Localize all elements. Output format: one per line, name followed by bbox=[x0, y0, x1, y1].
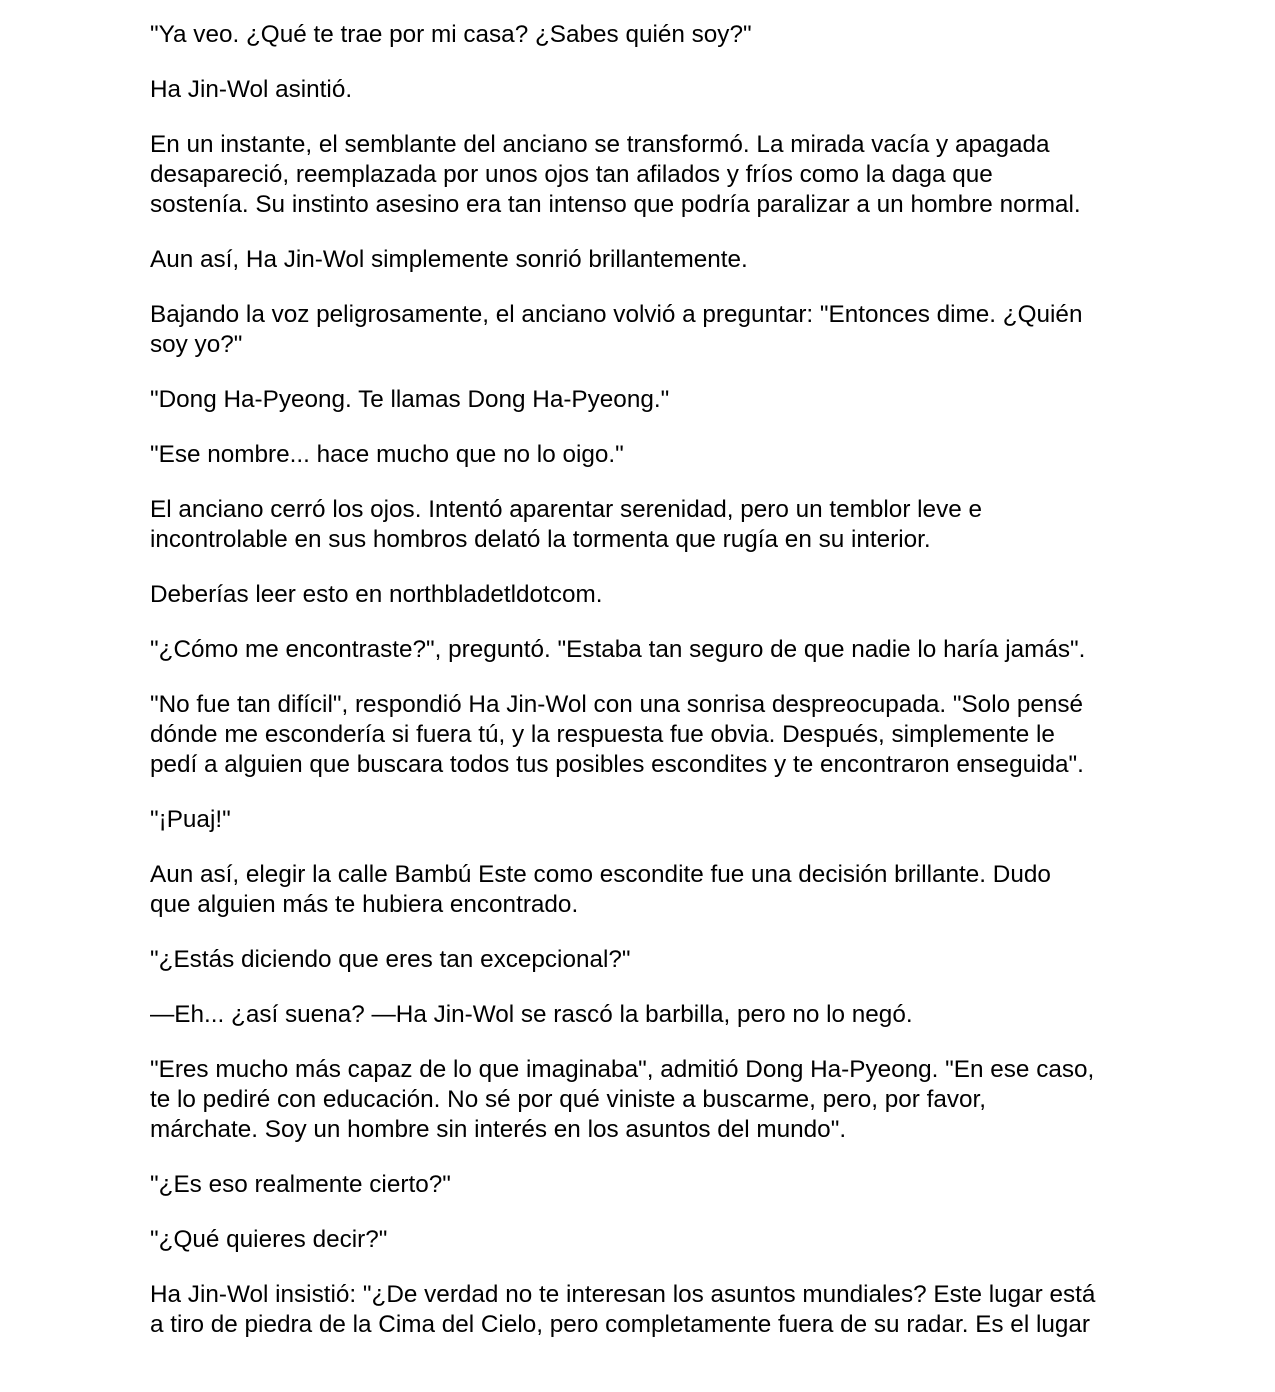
paragraph: —Eh... ¿así suena? —Ha Jin-Wol se rascó la barbilla, pero no lo negó. bbox=[150, 1001, 913, 1028]
paragraph: "¿Estás diciendo que eres tan excepcional?" bbox=[150, 946, 631, 973]
paragraph: Ha Jin-Wol insistió: "¿De verdad no te interesan los asuntos mundiales? Este lugar está a tiro de piedra de la Cima del Cielo, pero completamente fuera de su radar. Es el lugar bbox=[150, 1281, 1096, 1338]
document-page bbox=[150, 20, 1135, 1365]
paragraph: "¿Cómo me encontraste?", preguntó. "Estaba tan seguro de que nadie lo haría jamás". bbox=[150, 636, 1086, 663]
paragraph: El anciano cerró los ojos. Intentó aparentar serenidad, pero un temblor leve e incontrolable en sus hombros delató la tormenta que rugía en su interior. bbox=[150, 496, 982, 553]
paragraph: "Eres mucho más capaz de lo que imaginaba", admitió Dong Ha-Pyeong. "En ese caso, te lo pediré con educación. No sé por qué viniste a buscarme, pero, por favor, márchate. Soy un hombre sin interés en los asuntos del mundo". bbox=[150, 1056, 1095, 1143]
paragraph: Ha Jin-Wol asintió. bbox=[150, 76, 353, 103]
paragraph: "¡Puaj!" bbox=[150, 806, 231, 833]
paragraph: "¿Qué quieres decir?" bbox=[150, 1226, 388, 1253]
paragraph: "Ya veo. ¿Qué te trae por mi casa? ¿Sabes quién soy?" bbox=[150, 21, 752, 48]
paragraph: Aun así, Ha Jin-Wol simplemente sonrió brillantemente. bbox=[150, 246, 748, 273]
paragraph: Aun así, elegir la calle Bambú Este como escondite fue una decisión brillante. Dudo que alguien más te hubiera encontrado. bbox=[150, 861, 1051, 918]
paragraph: En un instante, el semblante del anciano se transformó. La mirada vacía y apagada desapareció, reemplazada por unos ojos tan afilados y fríos como la daga que sostenía. Su instinto asesino era tan intenso que podría paralizar a un hombre normal. bbox=[150, 131, 1081, 218]
paragraph: Deberías leer esto en northbladetldotcom. bbox=[150, 581, 603, 608]
paragraph: "Dong Ha-Pyeong. Te llamas Dong Ha-Pyeong." bbox=[150, 386, 670, 413]
paragraph: "¿Es eso realmente cierto?" bbox=[150, 1171, 451, 1198]
paragraph: "No fue tan difícil", respondió Ha Jin-Wol con una sonrisa despreocupada. "Solo pensé dónde me escondería si fuera tú, y la respuesta fue obvia. Después, simplemente le pedí a alguien que buscara todos tus posibles escondites y te encontraron enseguida". bbox=[150, 691, 1084, 778]
paragraph: Bajando la voz peligrosamente, el anciano volvió a preguntar: "Entonces dime. ¿Quién soy yo?" bbox=[150, 301, 1083, 358]
paragraph: "Ese nombre... hace mucho que no lo oigo." bbox=[150, 441, 624, 468]
